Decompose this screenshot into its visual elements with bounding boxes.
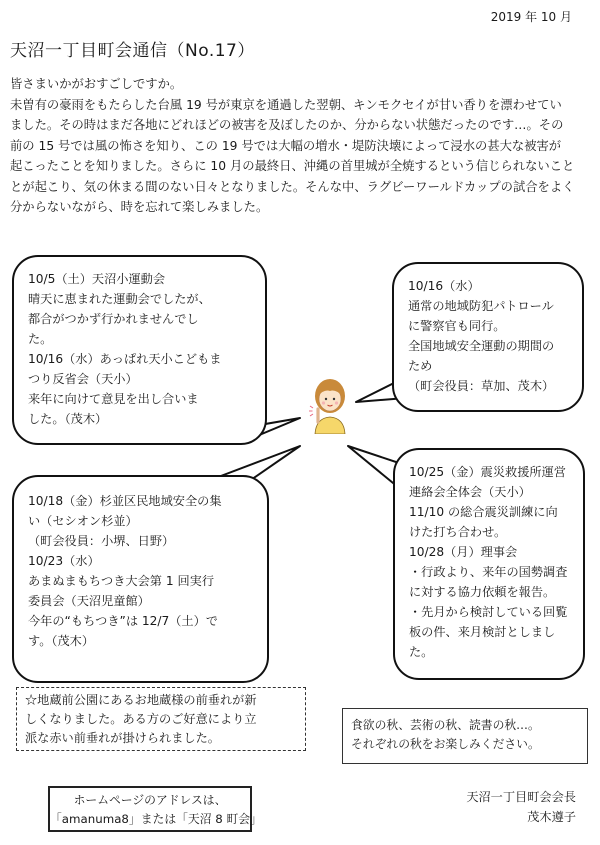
bubble-line: 10/16（水） xyxy=(408,279,480,293)
bubble-line: に対する協力依頼を報告。 xyxy=(409,585,556,599)
bubble-line: ・行政より、来年の国勢調査 xyxy=(409,565,568,579)
bubble-line: い（セシオン杉並） xyxy=(28,514,138,528)
bubble-line: けた打ち合わせ。 xyxy=(409,525,507,539)
bubble-line: ・先月から検討している回覧 xyxy=(409,605,568,619)
bubble-line: （町会役員：小堺、日野） xyxy=(28,534,175,548)
bubble-line: 来年に向けて意見を出し合いま xyxy=(28,392,199,406)
issue-date: 2019 年 10 月 xyxy=(490,10,572,24)
bubble-line: 10/5（土）天沼小運動会 xyxy=(28,272,166,286)
bubble-line: す。（茂木） xyxy=(28,634,95,648)
bubble-line: あまぬまもちつき大会第 1 回実行 xyxy=(28,574,215,588)
intro-line: ました。その時はまだ各地にどれほどの被害を及ぼしたのか、分からない状態だったのです…。その xyxy=(10,118,564,132)
notice-line: 派な赤い前垂れが掛けられました。 xyxy=(25,731,220,745)
jizo-notice xyxy=(16,687,306,751)
bubble-line: 委員会（天沼児童館） xyxy=(28,594,150,608)
bubble-line: 今年の“もちつき”は 12/7（土）で xyxy=(28,614,218,628)
bubble-line: 10/23（水） xyxy=(28,554,100,568)
bubble-line: 連絡会全体会（天小） xyxy=(409,485,531,499)
signature-name: 茂木遵子 xyxy=(527,810,576,824)
bubble-line: 10/25（金）震災救援所運営 xyxy=(409,465,566,479)
bubble-line: した。（茂木） xyxy=(28,412,108,426)
bubble-line: 全国地域安全運動の期間の xyxy=(408,339,555,353)
bubble-line: に警察官も同行。 xyxy=(408,319,506,333)
newsletter-title: 天沼一丁目町会通信（No.17） xyxy=(10,41,255,61)
bubble-line: 都合がつかず行かれませんでし xyxy=(28,312,199,326)
homepage-box xyxy=(48,786,262,832)
bubble-line: つり反省会（天小） xyxy=(28,372,138,386)
figure-cheek-right xyxy=(335,401,338,404)
bubble-line: ため xyxy=(408,359,433,373)
bubble-line: 10/28（月）理事会 xyxy=(409,545,518,559)
homepage-line: ホームページのアドレスは、 xyxy=(73,793,227,807)
figure-eye-right xyxy=(333,398,335,400)
bubble-bottom-left xyxy=(12,475,269,683)
intro-line: 皆さまいかがおすごしですか。 xyxy=(10,77,183,91)
bubble-line: 10/18（金）杉並区民地域安全の集 xyxy=(28,494,222,508)
signature xyxy=(466,787,576,827)
bubble-line: 通常の地域防犯パトロール xyxy=(408,299,554,313)
bubble-line: 10/16（水）あっぱれ天小こどもま xyxy=(28,352,222,366)
sparkle-icon xyxy=(309,406,313,416)
figure-eye-left xyxy=(325,398,327,400)
bubble-top-right xyxy=(392,262,584,412)
intro-line: 前の 15 号では風の怖さを知り、この 19 号では大幅の増水・堤防決壊によって浸水の甚大な被害が xyxy=(10,138,562,153)
autumn-line: それぞれの秋をお楽しみください。 xyxy=(351,737,540,751)
bubble-line: （町会役員：草加、茂木） xyxy=(408,379,555,393)
bubble-line: 晴天に恵まれた運動会でしたが、 xyxy=(28,292,211,306)
homepage-line: 「amanuma8」または「天沼 8 町会」 xyxy=(50,812,262,826)
autumn-line: 食欲の秋、芸術の秋、読書の秋…。 xyxy=(351,718,540,732)
bubble-line: た。 xyxy=(28,332,53,346)
intro-line: とが起こり、気の休まる間のない日々となりました。そんな中、ラグビーワールドカップの試合をよく xyxy=(10,179,575,194)
bubble-line: 板の件、来月検討としまし xyxy=(409,625,556,639)
speaker-illustration xyxy=(307,376,353,434)
autumn-message xyxy=(342,708,588,764)
figure-cheek-left xyxy=(322,401,325,404)
signature-role: 天沼一丁目町会会長 xyxy=(466,790,576,804)
intro-line: 起こったことを知りました。さらに 10 月の最終日、沖縄の首里城が全焼するという信じられないこと xyxy=(10,159,575,173)
notice-line: ☆地蔵前公園にあるお地蔵様の前垂れが新 xyxy=(25,693,257,707)
bubble-top-left xyxy=(12,255,267,445)
intro-line: 未曽有の豪雨をもたらした台風 19 号が東京を通過した翌朝、キンモクセイが甘い香りを漂わせてい xyxy=(10,97,562,112)
bubble-bottom-right xyxy=(393,448,585,680)
intro-line: 分からないながら、時を忘れて楽しみました。 xyxy=(10,200,269,214)
bubble-line: た。 xyxy=(409,645,434,659)
bubble-line: 11/10 の総合震災訓練に向 xyxy=(409,505,558,519)
notice-line: しくなりました。ある方のご好意により立 xyxy=(25,712,257,726)
